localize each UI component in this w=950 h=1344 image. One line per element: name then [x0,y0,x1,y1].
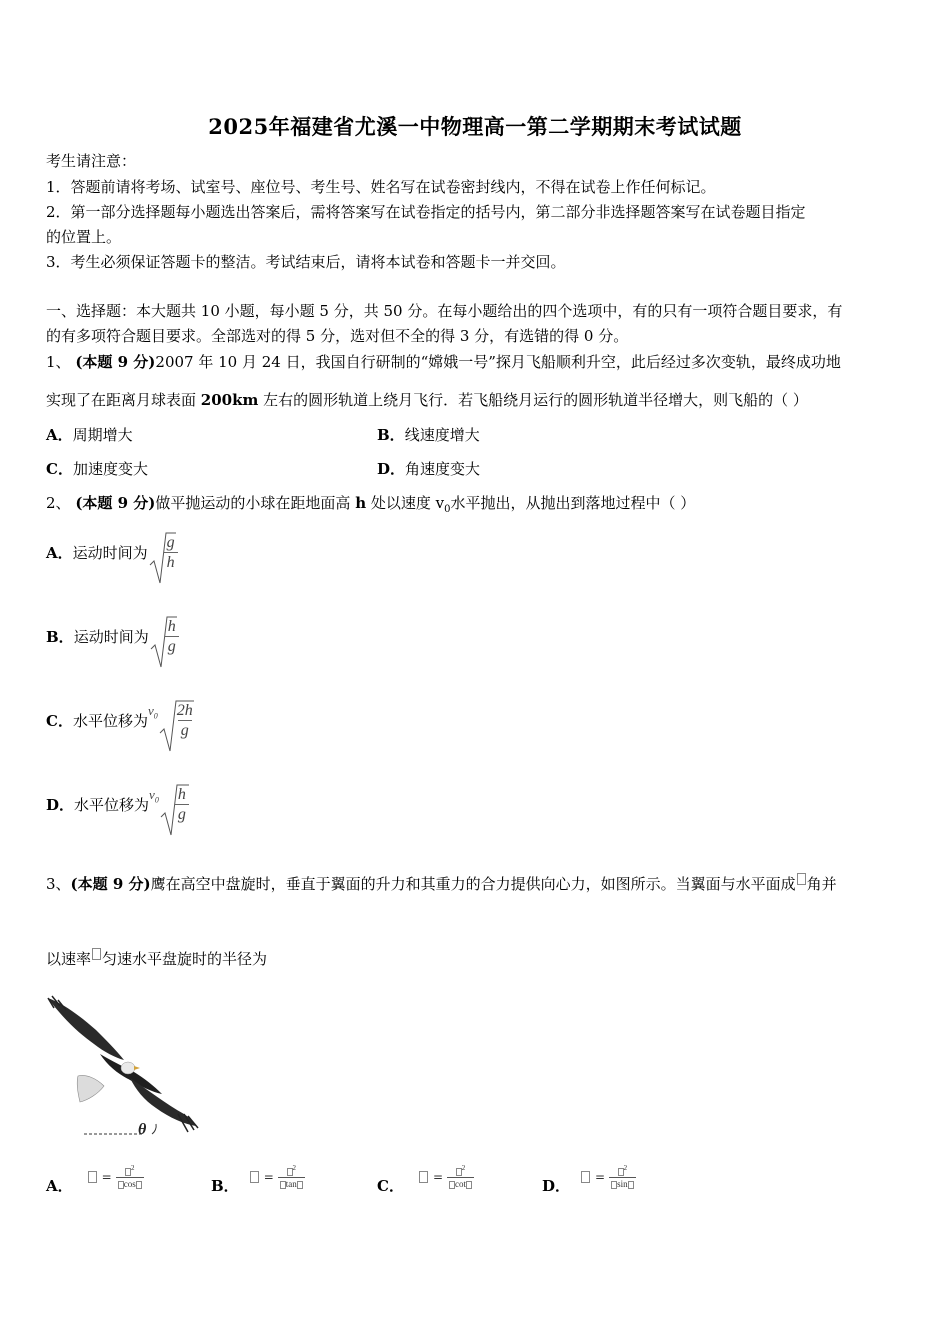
formula [418,1163,474,1190]
denominator: h [164,552,178,573]
option-letter: C． [46,460,73,478]
sqrt-sign-icon [158,699,194,753]
question-2-stem [46,492,695,515]
option-letter: A． [46,426,73,444]
option-letter: B． [377,426,405,444]
coef-subscript: 0 [154,795,159,805]
question-text: 鹰在高空中盘旋时，垂直于翼面的升力和其重力的合力提供向心力，如图所示。当翼面与水平面成 [150,875,796,893]
option-text: 水平位移为 [74,795,150,814]
sqrt-sign-icon [159,783,189,837]
equals-sign: = [432,1169,444,1184]
question-3-line-2 [46,948,267,969]
trig-function: cos [123,1179,136,1189]
option-letter: A． [46,543,73,562]
question-1-line-1 [46,351,841,372]
missing-symbol-glyph [92,948,101,960]
q2-option-a[interactable] [46,524,178,580]
fraction [116,1163,144,1190]
notice-item-3: 3．考生必须保证答题卡的整洁。考试结束后，请将本试卷和答题卡一并交回。 [46,253,566,271]
superscript: 2 [461,1164,466,1172]
theta-label: θ [138,1121,147,1138]
equals-sign: = [101,1169,112,1184]
q1-option-d[interactable] [377,458,480,479]
question-text: 左右的圆形轨道上绕月飞行．若飞船绕月运行的圆形轨道半径增大，则飞船的（ ） [258,391,808,409]
fraction [278,1163,305,1190]
missing-symbol-glyph [88,1171,97,1183]
notice-heading: 考生请注意： [46,152,137,170]
notice-item-2-line-1: 2．第一部分选择题每小题选出答案后，需将答案写在试卷指定的括号内，第二部分非选择题答案写在试卷题目指定 [46,203,806,221]
missing-symbol-glyph [581,1171,590,1183]
question-1-line-2 [46,389,808,410]
q2-option-c[interactable] [46,692,196,748]
question-score: (本题 9 分) [70,875,151,893]
trig-function: tan [285,1179,297,1189]
question-text: 水平抛出，从抛出到落地过程中（ ） [450,494,696,512]
option-text: 运动时间为 [73,627,149,646]
denominator: g [178,720,192,741]
coef-symbol: v [149,787,155,803]
trig-function: sin [617,1179,628,1189]
option-text: 角速度变大 [405,460,481,478]
numerator: h [167,618,176,635]
superscript: 2 [623,1164,628,1172]
sqrt-expression [159,783,189,825]
q3-option-a[interactable] [46,1162,144,1196]
question-3-line-1 [46,873,837,894]
question-text: 匀速水平盘旋时的半径为 [102,950,268,968]
sqrt-expression [149,615,179,657]
coefficient [149,787,159,805]
q2-option-b[interactable] [46,608,179,664]
question-score: (本题 9 分) [75,353,156,371]
question-text: 做平抛运动的小球在距地面高 [155,494,356,512]
option-text: 运动时间为 [72,543,148,562]
question-text-bold: 200km [200,391,259,409]
question-text: 以速率 [46,950,92,968]
missing-symbol-glyph [136,1181,142,1189]
eagle-illustration [44,994,204,1140]
question-text-bold: h [355,494,367,512]
q1-option-b[interactable] [377,424,480,445]
missing-symbol-glyph [250,1171,259,1183]
q3-option-b[interactable] [211,1162,305,1196]
option-text: 水平位移为 [72,711,148,730]
notice-item-2-line-2: 的位置上。 [46,228,122,246]
notice-item-1: 1．答题前请将考场、试室号、座位号、考生号、姓名写在试卷密封线内，不得在试卷上作任何标记。 [46,178,716,196]
option-letter: C． [46,711,73,730]
option-text: 线速度增大 [404,426,480,444]
option-letter: C． [377,1177,404,1195]
question-number: 2、 [46,494,71,512]
q1-option-c[interactable] [46,458,148,479]
option-letter: D． [46,795,75,814]
q1-option-a[interactable] [46,424,133,445]
superscript: 2 [292,1164,296,1172]
formula [87,1163,144,1190]
coef-subscript: 0 [153,711,158,721]
question-text: 2007 年 10 月 24 日，我国自行研制的“嫦娥一号”探月飞船顺利升空，此后经过多次变轨，最终成功地 [155,353,841,371]
sqrt-expression [158,699,196,741]
section-intro-line-1: 一、选择题：本大题共 10 小题，每小题 5 分，共 50 分。在每小题给出的四个选项中，有的只有一项符合题目要求，有 [46,302,843,320]
superscript: 2 [130,1164,135,1172]
q3-option-d[interactable] [542,1162,636,1196]
sqrt-expression [148,531,178,573]
missing-symbol-glyph [466,1181,472,1189]
trig-function: cot [455,1179,467,1189]
question-text: 处以速度 v [366,494,445,512]
missing-symbol-glyph [628,1181,634,1189]
option-text: 加速度变大 [72,460,148,478]
coefficient [148,703,158,721]
denominator: g [165,636,179,657]
sqrt-sign-icon [148,531,176,585]
equals-sign: = [263,1169,274,1184]
fraction [609,1163,636,1190]
question-number: 1、 [46,353,71,371]
q2-option-d[interactable] [46,776,189,832]
q3-option-c[interactable] [377,1162,474,1196]
question-text: 实现了在距离月球表面 [46,391,201,409]
option-text: 周期增大 [72,426,133,444]
formula [249,1163,305,1190]
page-title: 2025年福建省尤溪一中物理高一第二学期期末考试试题 [208,114,742,139]
subscript: 0 [444,504,451,515]
section-intro-line-2: 的有多项符合题目要求。全部选对的得 5 分，选对但不全的得 3 分，有选错的得 0 分。 [46,327,629,345]
missing-symbol-glyph [297,1181,303,1189]
equals-sign: = [595,1169,606,1184]
missing-symbol-glyph [797,873,806,885]
formula [580,1163,636,1190]
option-letter: D． [377,460,406,478]
numerator: 2h [176,702,193,719]
option-letter: B． [211,1177,239,1195]
numerator: h [177,786,186,803]
fraction [447,1163,474,1190]
numerator: g [166,534,175,551]
question-text: 角并 [806,875,837,893]
option-letter: B． [46,627,74,646]
option-letter: D． [542,1177,571,1195]
denominator: g [175,804,189,825]
coef-symbol: v [147,703,154,719]
eagle-figure [44,994,204,1140]
sqrt-sign-icon [149,615,177,669]
missing-symbol-glyph [419,1171,428,1183]
option-letter: A． [46,1177,73,1195]
question-number: 3、 [46,875,71,893]
question-score: (本题 9 分) [75,494,156,512]
